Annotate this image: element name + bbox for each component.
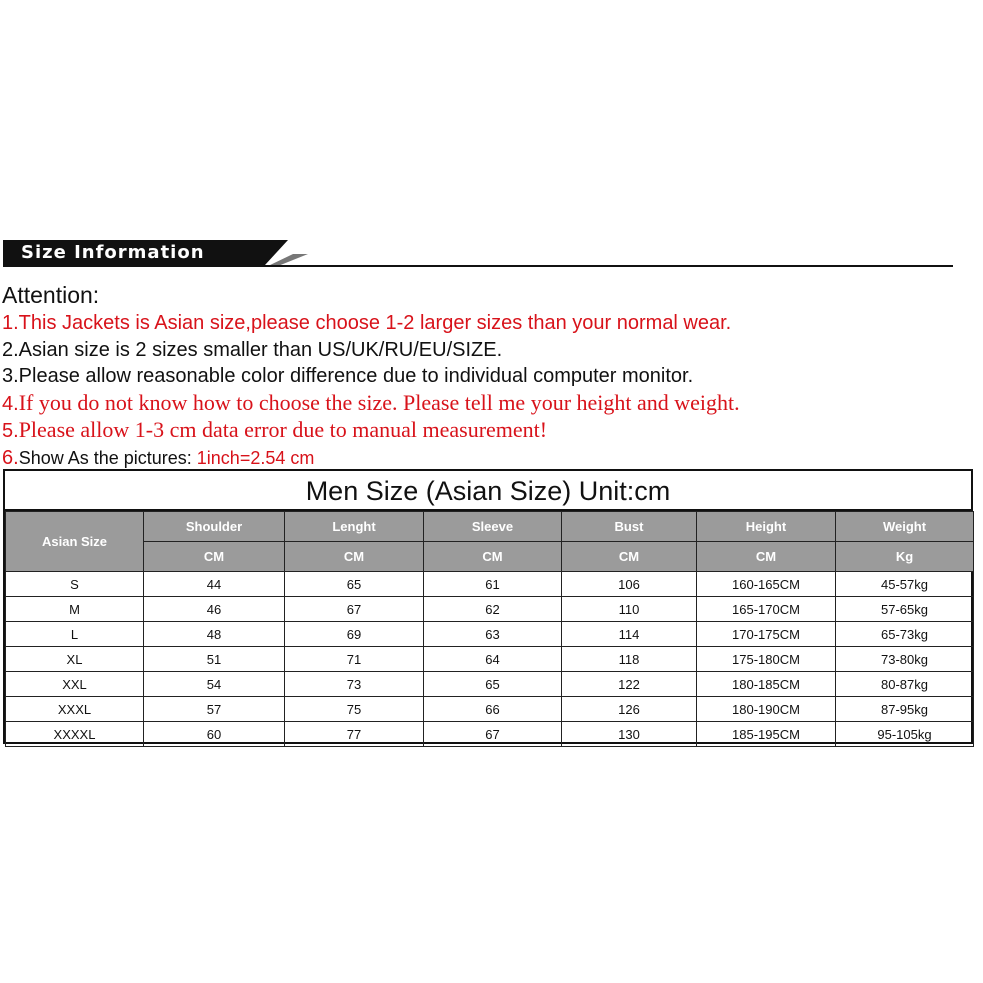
- table-cell: 65-73kg: [836, 622, 974, 647]
- table-cell: 180-190CM: [697, 697, 836, 722]
- size-label-cell: XXL: [6, 672, 144, 697]
- size-chart-title: Men Size (Asian Size) Unit:cm: [5, 471, 971, 511]
- column-header: Height: [697, 512, 836, 542]
- table-cell: 63: [424, 622, 562, 647]
- size-label-cell: XXXXL: [6, 722, 144, 747]
- table-cell: 44: [144, 572, 285, 597]
- table-cell: 126: [562, 697, 697, 722]
- table-cell: 114: [562, 622, 697, 647]
- table-cell: 170-175CM: [697, 622, 836, 647]
- table-cell: 122: [562, 672, 697, 697]
- note-2: 2.Asian size is 2 sizes smaller than US/UK/RU/EU/SIZE.: [2, 338, 503, 361]
- size-label-cell: S: [6, 572, 144, 597]
- unit-header: CM: [562, 542, 697, 572]
- table-cell: 62: [424, 597, 562, 622]
- banner-label: Size Information: [21, 242, 205, 263]
- table-cell: 61: [424, 572, 562, 597]
- unit-header: CM: [424, 542, 562, 572]
- unit-header: CM: [144, 542, 285, 572]
- table-cell: 71: [285, 647, 424, 672]
- asian-size-header: Asian Size: [6, 512, 144, 572]
- column-header: Sleeve: [424, 512, 562, 542]
- table-cell: 160-165CM: [697, 572, 836, 597]
- table-cell: 67: [285, 597, 424, 622]
- unit-row: [6, 542, 974, 572]
- table-cell: 57: [144, 697, 285, 722]
- note-6-number: 6.: [2, 446, 19, 469]
- size-information-banner: [3, 240, 303, 268]
- header-row: [6, 512, 974, 542]
- table-cell: 80-87kg: [836, 672, 974, 697]
- table-cell: 106: [562, 572, 697, 597]
- table-cell: 185-195CM: [697, 722, 836, 747]
- column-header: Lenght: [285, 512, 424, 542]
- size-table: [5, 511, 974, 747]
- table-cell: 95-105kg: [836, 722, 974, 747]
- table-row: [6, 672, 974, 697]
- note-6-text: Show As the pictures:: [18, 447, 197, 468]
- note-5-number: 5.: [2, 420, 19, 442]
- table-cell: 77: [285, 722, 424, 747]
- table-cell: 51: [144, 647, 285, 672]
- table-cell: 45-57kg: [836, 572, 974, 597]
- banner-divider: [3, 265, 953, 267]
- unit-header: CM: [285, 542, 424, 572]
- table-cell: 130: [562, 722, 697, 747]
- table-cell: 87-95kg: [836, 697, 974, 722]
- table-row: [6, 622, 974, 647]
- size-chart: [3, 469, 973, 744]
- table-cell: 73: [285, 672, 424, 697]
- unit-header: Kg: [836, 542, 974, 572]
- table-cell: 65: [424, 672, 562, 697]
- table-cell: 64: [424, 647, 562, 672]
- table-cell: 54: [144, 672, 285, 697]
- attention-heading: Attention:: [2, 282, 100, 308]
- table-cell: 67: [424, 722, 562, 747]
- note-4-text: If you do not know how to choose the size. Please tell me your height and weight.: [18, 389, 740, 415]
- table-cell: 66: [424, 697, 562, 722]
- table-cell: 46: [144, 597, 285, 622]
- size-label-cell: XL: [6, 647, 144, 672]
- table-row: [6, 572, 974, 597]
- column-header: Bust: [562, 512, 697, 542]
- table-cell: 118: [562, 647, 697, 672]
- note-5: [2, 417, 977, 445]
- note-6-value: 1inch=2.54 cm: [196, 447, 315, 468]
- size-label-cell: L: [6, 622, 144, 647]
- table-cell: 48: [144, 622, 285, 647]
- note-5-text: Please allow 1-3 cm data error due to manual measurement!: [18, 417, 548, 442]
- note-6: [2, 445, 977, 472]
- attention-notes: [2, 280, 977, 471]
- table-cell: 165-170CM: [697, 597, 836, 622]
- table-row: [6, 722, 974, 747]
- table-row: [6, 597, 974, 622]
- table-cell: 65: [285, 572, 424, 597]
- table-cell: 57-65kg: [836, 597, 974, 622]
- table-row: [6, 697, 974, 722]
- table-cell: 180-185CM: [697, 672, 836, 697]
- note-1: 1.This Jackets is Asian size,please choose 1-2 larger sizes than your normal wear.: [2, 312, 732, 334]
- note-4-number: 4.: [2, 392, 19, 415]
- size-label-cell: XXXL: [6, 697, 144, 722]
- table-cell: 175-180CM: [697, 647, 836, 672]
- table-row: [6, 647, 974, 672]
- column-header: Weight: [836, 512, 974, 542]
- note-4: [2, 390, 977, 418]
- table-cell: 110: [562, 597, 697, 622]
- table-cell: 60: [144, 722, 285, 747]
- table-cell: 73-80kg: [836, 647, 974, 672]
- table-cell: 75: [285, 697, 424, 722]
- unit-header: CM: [697, 542, 836, 572]
- note-3: 3.Please allow reasonable color difference due to individual computer monitor.: [2, 365, 694, 387]
- size-table-body: [6, 572, 974, 747]
- column-header: Shoulder: [144, 512, 285, 542]
- table-cell: 69: [285, 622, 424, 647]
- size-label-cell: M: [6, 597, 144, 622]
